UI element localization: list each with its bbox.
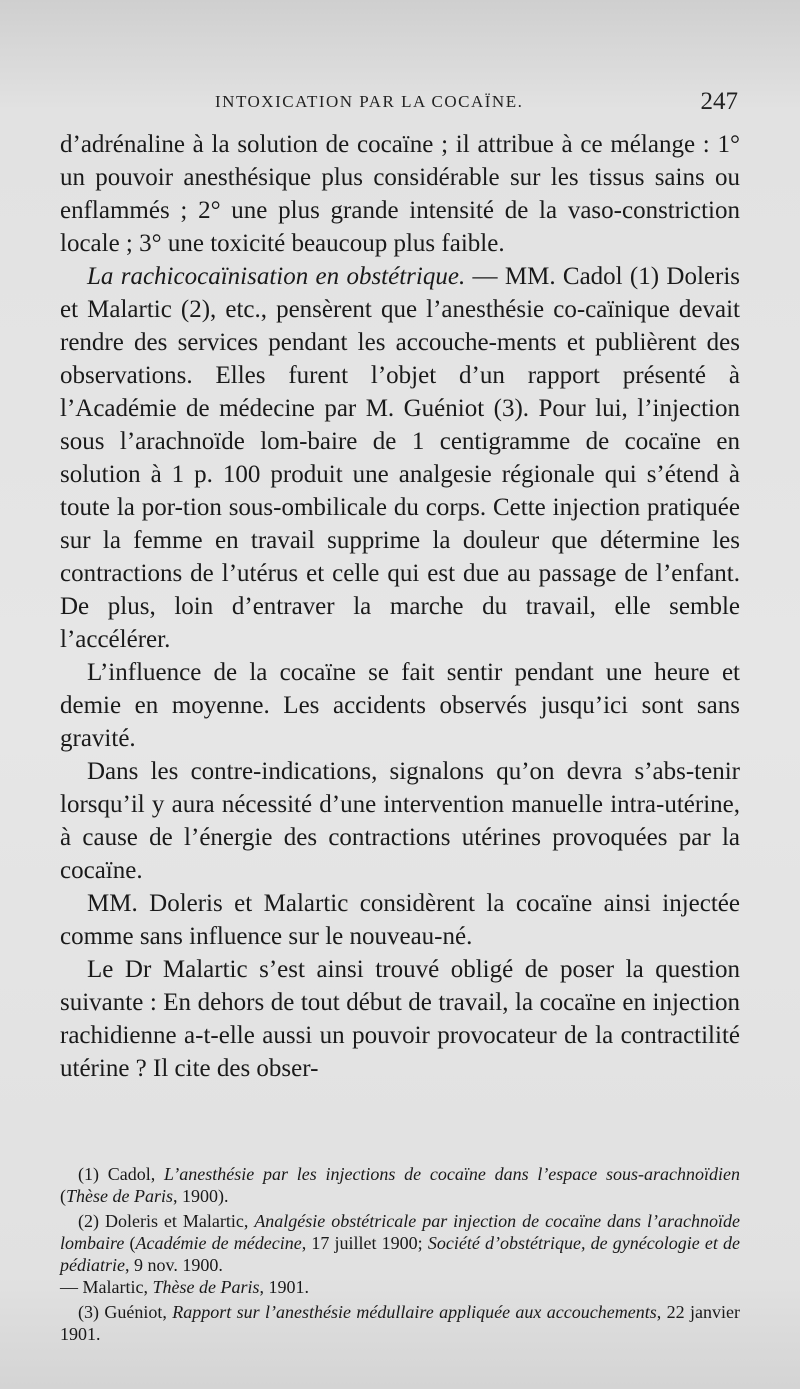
footnote-text: ( xyxy=(124,1233,136,1253)
footnote xyxy=(60,1163,740,1207)
paragraph: Dans les contre-indications, signalons qu’on devra s’abs-tenir lorsqu’il y aura nécessité d’une intervention manuelle intra-utérine, à cause de l’énergie des contractions utérines provoquées par la cocaïne. xyxy=(60,758,740,884)
footnote-title: Analgésie obstétricale par injection de cocaïne dans l’arachnoïde lombaire xyxy=(60,1211,740,1253)
paragraph: L’influence de la cocaïne se fait sentir pendant une heure et demie en moyenne. Les accidents observés jusqu’ici sont sans gravité. xyxy=(60,659,740,752)
paragraph: MM. Doleris et Malartic considèrent la cocaïne ainsi injectée comme sans influence sur le nouveau-né. xyxy=(60,890,740,950)
footnote-text: , 17 juillet 1900; xyxy=(301,1233,428,1253)
footnote-text: ( xyxy=(60,1186,66,1206)
page-number: 247 xyxy=(700,88,738,115)
paragraph: d’adrénaline à la solution de cocaïne ; il attribue à ce mélange : 1° un pouvoir anesthésique plus considérable sur les tissus sains ou enflammés ; 2° une plus grande intensité de la vaso-constriction locale ; 3° une toxicité beaucoup plus faible. xyxy=(60,131,740,257)
footnote-source: Thèse de Paris xyxy=(152,1277,260,1297)
footnote-source: Société d’obstétrique, de gynécologie et de pédiatrie xyxy=(60,1233,741,1275)
footnote-title: Rapport sur l’anesthésie médullaire appliquée aux accouchements xyxy=(172,1302,657,1322)
body-text xyxy=(60,128,740,1085)
section-title: La rachicocaïnisation en obstétrique. xyxy=(87,263,466,290)
footnote-label: (1) Cadol, xyxy=(78,1164,164,1184)
footnote-label: (3) Guéniot, xyxy=(78,1302,173,1322)
footnote-text: , 1900). xyxy=(173,1186,229,1206)
footnote-text: , 22 janvier 1901. xyxy=(60,1302,740,1344)
running-head: INTOXICATION PAR LA COCAÏNE. xyxy=(215,92,524,111)
paragraph xyxy=(60,260,740,656)
footnote-label: — Malartic, xyxy=(60,1277,153,1297)
page-header xyxy=(60,90,740,120)
footnote xyxy=(60,1301,740,1345)
footnote-source: Thèse de Paris xyxy=(66,1186,173,1206)
footnote-text: , 9 nov. 1900. xyxy=(125,1255,223,1275)
footnote xyxy=(60,1210,740,1276)
footnote-source: Académie de médecine xyxy=(135,1233,302,1253)
footnote-text: , 1901. xyxy=(259,1277,309,1297)
footnote-label: (2) Doleris et Malartic, xyxy=(78,1211,255,1231)
paragraph: Le Dr Malartic s’est ainsi trouvé obligé de poser la question suivante : En dehors de tout début de travail, la cocaïne en injection rachidienne a-t-elle aussi un pouvoir provocateur de la contractilité utérine ? Il cite des obser- xyxy=(60,956,740,1082)
footnotes xyxy=(60,1163,740,1345)
footnote-title: L’anesthésie par les injections de cocaïne dans l’espace sous-arachnoïdien xyxy=(163,1164,741,1184)
paragraph-text: — MM. Cadol (1) Doleris et Malartic (2), etc., pensèrent que l’anesthésie co-caïnique devait rendre des services pendant les accouche-ments et publièrent des observations. Elles furent l’objet d’un rapport présenté à l’Académie de médecine par M. Guéniot (3). Pour lui, l’injection sous l’arachnoïde lom-baire de 1 centigramme de cocaïne en solution à 1 p. 100 produit une analgesie régionale qui s’étend à toute la por-tion sous-ombilicale du corps. Cette injection pratiquée sur la femme en travail supprime la douleur que détermine les contractions de l’utérus et celle qui est due au passage de l’enfant. De plus, loin d’entraver la marche du travail, elle semble l’accélérer. xyxy=(60,263,741,653)
footnote xyxy=(60,1276,740,1298)
